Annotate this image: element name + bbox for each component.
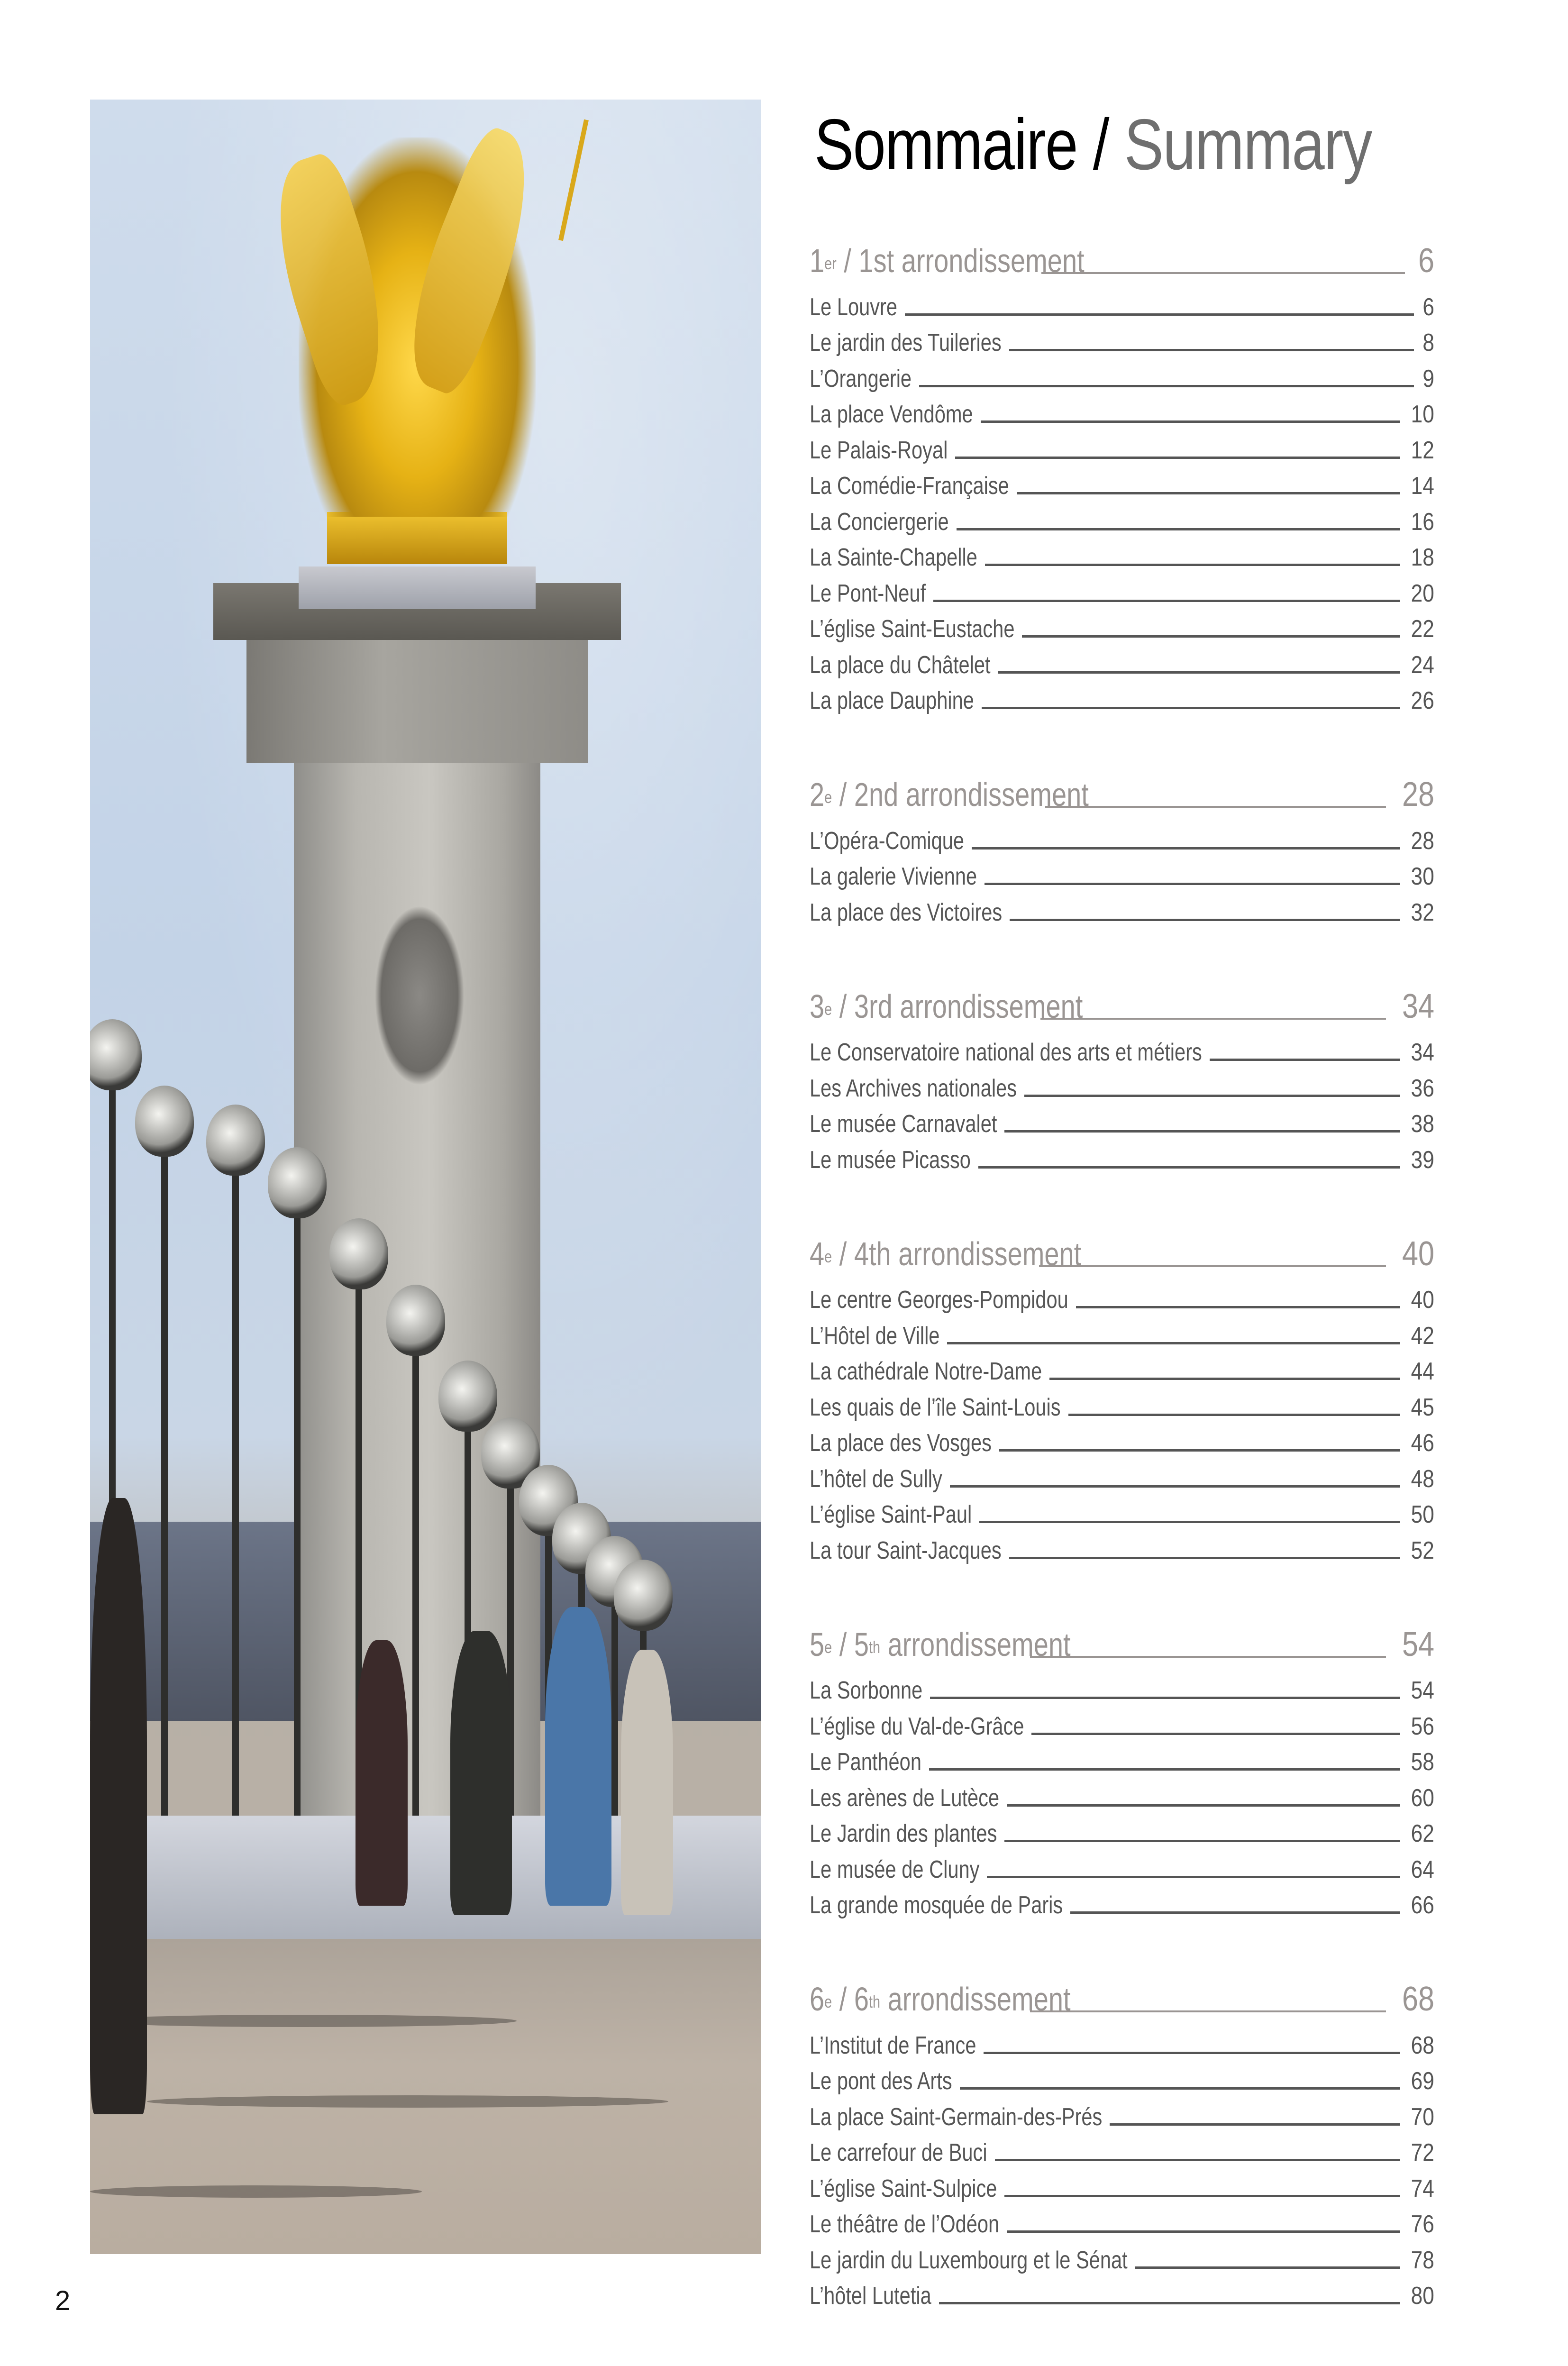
dot-leader-line xyxy=(1030,1656,1386,1658)
toc-entry[interactable] xyxy=(810,1425,1434,1462)
toc-entry-page-number: 12 xyxy=(1411,436,1434,464)
toc-entry[interactable] xyxy=(810,289,1434,325)
toc-entry-label: La galerie Vivienne xyxy=(810,863,977,890)
toc-entry-label: L’église Saint-Sulpice xyxy=(810,2174,997,2202)
toc-entry-page-number: 6 xyxy=(1422,293,1434,321)
toc-entry[interactable] xyxy=(810,1354,1434,1390)
dot-leader-line xyxy=(979,1521,1400,1523)
toc-entry-page-number: 16 xyxy=(1411,508,1434,536)
dot-leader-line xyxy=(1031,1733,1400,1735)
section-heading[interactable] xyxy=(810,1621,1434,1668)
section-heading[interactable] xyxy=(810,237,1434,284)
dot-leader-line xyxy=(985,883,1400,885)
toc-entry-label: La place Dauphine xyxy=(810,687,974,714)
dot-leader-line xyxy=(1017,492,1400,494)
dot-leader-line xyxy=(1076,1306,1400,1308)
dot-leader-line xyxy=(950,1485,1400,1488)
ordinal-suffix-fr: e xyxy=(824,1246,832,1266)
toc-entry[interactable] xyxy=(810,1673,1434,1709)
toc-entry-label: Le carrefour de Buci xyxy=(810,2139,987,2166)
dot-leader-line xyxy=(1030,2010,1386,2012)
arrondissement-label: / 4th arrondissement xyxy=(832,1235,1082,1272)
section-page-number: 34 xyxy=(1402,987,1434,1025)
ordinal-suffix-en: th xyxy=(869,1992,881,2011)
arrondissement-number: 1 xyxy=(810,242,825,279)
toc-entry-label: Le musée Carnavalet xyxy=(810,1110,997,1138)
toc-entry-page-number: 44 xyxy=(1411,1358,1434,1385)
toc-entry-label: Le musée Picasso xyxy=(810,1146,971,1174)
section-page-number: 6 xyxy=(1418,242,1434,280)
toc-entry-label: L’Hôtel de Ville xyxy=(810,1322,940,1350)
toc-entry-page-number: 68 xyxy=(1411,2031,1434,2059)
dot-leader-line xyxy=(1135,2266,1400,2269)
toc-entry-page-number: 24 xyxy=(1411,651,1434,679)
ordinal-suffix-fr: e xyxy=(824,1637,832,1657)
ordinal-suffix-en: th xyxy=(869,1637,881,1657)
column-capital-frieze xyxy=(246,640,588,763)
toc-entry-page-number: 26 xyxy=(1411,687,1434,714)
pedestrian xyxy=(621,1650,673,1915)
dot-leader-line xyxy=(955,457,1400,459)
dot-leader-line xyxy=(1009,1557,1400,1559)
arrondissement-number: 2 xyxy=(810,776,825,813)
title-french: Sommaire xyxy=(814,104,1077,185)
section-heading-label xyxy=(810,237,1085,284)
dot-leader-line xyxy=(985,564,1400,566)
arrondissement-number: 3 xyxy=(810,987,825,1025)
toc-entry[interactable] xyxy=(810,1035,1434,1071)
toc-entry[interactable] xyxy=(810,325,1434,361)
toc-entry[interactable] xyxy=(810,468,1434,504)
toc-entry-page-number: 42 xyxy=(1411,1322,1434,1350)
toc-entry[interactable] xyxy=(810,540,1434,576)
dot-leader-line xyxy=(1004,2195,1400,2197)
toc-entry-label: La tour Saint-Jacques xyxy=(810,1536,1002,1564)
dot-leader-line xyxy=(987,1876,1400,1878)
arrondissement-number: 6 xyxy=(810,1981,825,2018)
toc-entry[interactable] xyxy=(810,2278,1434,2314)
toc-entry-page-number: 40 xyxy=(1411,1286,1434,1314)
toc-entry[interactable] xyxy=(810,2099,1434,2135)
toc-entry-label: Le Conservatoire national des arts et métiers xyxy=(810,1039,1202,1066)
pedestrian xyxy=(356,1640,408,1906)
toc-entry-page-number: 45 xyxy=(1411,1393,1434,1421)
section-heading[interactable] xyxy=(810,983,1434,1030)
arrondissement-label-rest: arrondissement xyxy=(880,1626,1071,1663)
toc-entry[interactable] xyxy=(810,683,1434,719)
toc-entry[interactable] xyxy=(810,2207,1434,2243)
toc-entry-label: La place Saint-Germain-des-Prés xyxy=(810,2103,1103,2131)
toc-entry-label: L’hôtel de Sully xyxy=(810,1465,942,1493)
toc-section-arrondissement-2 xyxy=(810,771,1434,931)
toc-entry-page-number: 52 xyxy=(1411,1536,1434,1564)
dot-leader-line xyxy=(1110,2123,1400,2126)
section-heading[interactable] xyxy=(810,1975,1434,2023)
toc-entry[interactable] xyxy=(810,2064,1434,2100)
dot-leader-line xyxy=(960,2087,1401,2090)
toc-entry[interactable] xyxy=(810,1497,1434,1533)
toc-entry-label: La Conciergerie xyxy=(810,508,949,536)
toc-entry[interactable] xyxy=(810,1780,1434,1816)
section-heading-label xyxy=(810,1621,1071,1668)
toc-entry-page-number: 72 xyxy=(1411,2139,1434,2166)
toc-entry-page-number: 28 xyxy=(1411,827,1434,855)
arrondissement-number: 5 xyxy=(810,1626,825,1663)
toc-entry[interactable] xyxy=(810,1461,1434,1497)
toc-entry-label: Les arènes de Lutèce xyxy=(810,1784,1000,1812)
toc-entry-label: La Sorbonne xyxy=(810,1677,923,1704)
toc-entry-label: L’église Saint-Eustache xyxy=(810,615,1015,643)
dot-leader-line xyxy=(1210,1059,1400,1061)
toc-entry-page-number: 48 xyxy=(1411,1465,1434,1493)
cover-photo-pont-alexandre-iii xyxy=(90,100,761,2254)
dot-leader-line xyxy=(1049,1378,1400,1380)
toc-entry-label: La Sainte-Chapelle xyxy=(810,544,977,571)
toc-entry[interactable] xyxy=(810,432,1434,468)
section-heading-label xyxy=(810,1975,1071,2023)
dot-leader-line xyxy=(939,2302,1400,2304)
toc-entry-label: Les quais de l’île Saint-Louis xyxy=(810,1393,1061,1421)
section-page-number: 40 xyxy=(1402,1234,1434,1273)
toc-entry[interactable] xyxy=(810,576,1434,612)
toc-entry[interactable] xyxy=(810,1142,1434,1178)
pedestrian xyxy=(450,1631,512,1915)
toc-entry-page-number: 9 xyxy=(1422,365,1434,393)
dot-leader-line xyxy=(1007,1804,1400,1807)
toc-entry-page-number: 74 xyxy=(1411,2174,1434,2202)
toc-entry-page-number: 14 xyxy=(1411,472,1434,500)
dot-leader-line xyxy=(1068,1414,1401,1416)
toc-entry-page-number: 18 xyxy=(1411,544,1434,571)
toc-entry[interactable] xyxy=(810,2135,1434,2171)
toc-entry-page-number: 8 xyxy=(1422,329,1434,356)
toc-entry-label: Le théâtre de l’Odéon xyxy=(810,2211,1000,2238)
toc-entry[interactable] xyxy=(810,504,1434,540)
dot-leader-line xyxy=(1022,635,1400,638)
toc-entry-page-number: 39 xyxy=(1411,1146,1434,1174)
toc-entry-label: L’Opéra-Comique xyxy=(810,827,965,855)
dot-leader-line xyxy=(1009,349,1414,351)
table-of-contents xyxy=(810,237,1434,2366)
pedestrian xyxy=(90,1498,147,2114)
gilded-plinth xyxy=(327,512,507,564)
toc-entry-label: Le Panthéon xyxy=(810,1748,921,1776)
section-page-number: 28 xyxy=(1402,776,1434,813)
toc-entry-page-number: 10 xyxy=(1411,401,1434,428)
toc-entry[interactable] xyxy=(810,1533,1434,1569)
toc-entry-page-number: 62 xyxy=(1411,1820,1434,1847)
toc-entry-page-number: 30 xyxy=(1411,863,1434,890)
toc-entry-label: Le jardin des Tuileries xyxy=(810,329,1002,356)
dot-leader-line xyxy=(1039,1265,1386,1267)
dot-leader-line xyxy=(1007,2230,1400,2233)
toc-entry-page-number: 54 xyxy=(1411,1677,1434,1704)
dot-leader-line xyxy=(995,2159,1401,2161)
toc-entry-label: Le Louvre xyxy=(810,293,898,321)
arrondissement-label-rest: arrondissement xyxy=(880,1981,1071,2018)
toc-entry-label: L’Institut de France xyxy=(810,2031,976,2059)
dot-leader-line xyxy=(905,313,1414,316)
arrondissement-number: 4 xyxy=(810,1235,825,1272)
dot-leader-line xyxy=(984,2052,1400,2054)
toc-entry-label: Les Archives nationales xyxy=(810,1074,1017,1102)
toc-entry[interactable] xyxy=(810,1852,1434,1888)
toc-entry-label: La Comédie-Française xyxy=(810,472,1009,500)
toc-entry-label: La place des Vosges xyxy=(810,1429,992,1457)
dot-leader-line xyxy=(1041,272,1405,274)
toc-section-arrondissement-3 xyxy=(810,983,1434,1178)
dot-leader-line xyxy=(957,528,1400,530)
toc-entry-label: L’hôtel Lutetia xyxy=(810,2282,931,2310)
section-page-number: 54 xyxy=(1402,1625,1434,1663)
arrondissement-label: / 5 xyxy=(832,1626,869,1663)
title-separator: / xyxy=(1077,104,1124,185)
dot-leader-line xyxy=(999,1449,1400,1452)
toc-entry[interactable] xyxy=(810,1070,1434,1106)
toc-entry-page-number: 80 xyxy=(1411,2282,1434,2310)
dot-leader-line xyxy=(978,1166,1400,1169)
ordinal-suffix-fr: e xyxy=(824,1992,832,2011)
ordinal-suffix-fr: er xyxy=(824,254,837,273)
toc-entry-page-number: 56 xyxy=(1411,1712,1434,1740)
section-heading-label xyxy=(810,983,1083,1030)
toc-entry-label: Le Palais-Royal xyxy=(810,436,948,464)
toc-entry-label: L’église du Val-de-Grâce xyxy=(810,1712,1024,1740)
dot-leader-line xyxy=(1024,1095,1400,1097)
toc-entry-label: Le pont des Arts xyxy=(810,2067,952,2095)
dot-leader-line xyxy=(930,1697,1400,1699)
toc-entry[interactable] xyxy=(810,1745,1434,1781)
section-heading[interactable] xyxy=(810,1230,1434,1278)
toc-section-arrondissement-5 xyxy=(810,1621,1434,1924)
dot-leader-line xyxy=(919,385,1414,387)
page-number: 2 xyxy=(55,2285,71,2316)
bridge-pavement xyxy=(90,1939,761,2254)
toc-entry[interactable] xyxy=(810,1318,1434,1354)
toc-entry-label: L’Orangerie xyxy=(810,365,912,393)
toc-entry-page-number: 69 xyxy=(1411,2067,1434,2095)
toc-entry-page-number: 58 xyxy=(1411,1748,1434,1776)
toc-entry[interactable] xyxy=(810,2028,1434,2064)
section-page-number: 68 xyxy=(1402,1980,1434,2018)
dot-leader-line xyxy=(933,600,1400,602)
dot-leader-line xyxy=(1040,1018,1386,1020)
arrondissement-label: / 3rd arrondissement xyxy=(832,987,1083,1025)
dot-leader-line xyxy=(1070,1911,1400,1914)
toc-entry-page-number: 22 xyxy=(1411,615,1434,643)
toc-entry-page-number: 32 xyxy=(1411,898,1434,926)
toc-entry[interactable] xyxy=(810,1708,1434,1745)
toc-section-arrondissement-6 xyxy=(810,1975,1434,2314)
toc-entry[interactable] xyxy=(810,2242,1434,2278)
statue-pedestal xyxy=(299,566,536,609)
title-english: Summary xyxy=(1124,104,1372,185)
toc-entry-page-number: 50 xyxy=(1411,1501,1434,1528)
toc-entry[interactable] xyxy=(810,895,1434,931)
toc-entry[interactable] xyxy=(810,1888,1434,1924)
toc-entry-page-number: 34 xyxy=(1411,1039,1434,1066)
toc-entry[interactable] xyxy=(810,361,1434,397)
dot-leader-line xyxy=(1045,806,1386,808)
toc-entry-page-number: 36 xyxy=(1411,1074,1434,1102)
toc-entry[interactable] xyxy=(810,647,1434,683)
dot-leader-line xyxy=(982,707,1400,709)
toc-entry[interactable] xyxy=(810,1282,1434,1318)
section-heading-label xyxy=(810,1230,1082,1278)
dot-leader-line xyxy=(1004,1840,1400,1842)
dot-leader-line xyxy=(981,420,1401,423)
toc-entry-page-number: 76 xyxy=(1411,2211,1434,2238)
toc-section-arrondissement-4 xyxy=(810,1230,1434,1569)
dot-leader-line xyxy=(947,1342,1400,1344)
section-heading-label xyxy=(810,771,1089,818)
toc-entry-page-number: 66 xyxy=(1411,1891,1434,1919)
toc-entry[interactable] xyxy=(810,397,1434,433)
toc-entry-label: La place Vendôme xyxy=(810,401,973,428)
arrondissement-label: / 1st arrondissement xyxy=(836,242,1085,279)
toc-entry[interactable] xyxy=(810,823,1434,859)
toc-entry-label: La cathédrale Notre-Dame xyxy=(810,1358,1042,1385)
ordinal-suffix-fr: e xyxy=(824,999,832,1019)
toc-entry-page-number: 46 xyxy=(1411,1429,1434,1457)
toc-entry-label: La place du Châtelet xyxy=(810,651,991,679)
toc-entry[interactable] xyxy=(810,1389,1434,1425)
section-heading[interactable] xyxy=(810,771,1434,818)
toc-entry-label: Le Pont-Neuf xyxy=(810,579,926,607)
toc-entry[interactable] xyxy=(810,2171,1434,2207)
toc-entry-page-number: 38 xyxy=(1411,1110,1434,1138)
toc-entry-page-number: 60 xyxy=(1411,1784,1434,1812)
toc-entry[interactable] xyxy=(810,1106,1434,1142)
dot-leader-line xyxy=(998,671,1401,674)
dot-leader-line xyxy=(972,847,1400,850)
toc-section-arrondissement-1 xyxy=(810,237,1434,719)
toc-entry-label: Le musée de Cluny xyxy=(810,1855,980,1883)
toc-entry-label: La grande mosquée de Paris xyxy=(810,1891,1063,1919)
ordinal-suffix-fr: e xyxy=(824,787,832,807)
toc-entry-label: L’église Saint-Paul xyxy=(810,1501,972,1528)
toc-entry-page-number: 20 xyxy=(1411,579,1434,607)
toc-entry-label: Le centre Georges-Pompidou xyxy=(810,1286,1068,1314)
dot-leader-line xyxy=(1010,919,1400,921)
toc-entry[interactable] xyxy=(810,1816,1434,1852)
toc-entry-page-number: 78 xyxy=(1411,2246,1434,2274)
arrondissement-label: / 2nd arrondissement xyxy=(832,776,1089,813)
dot-leader-line xyxy=(1004,1130,1400,1133)
toc-entry-page-number: 64 xyxy=(1411,1855,1434,1883)
toc-entry-label: Le jardin du Luxembourg et le Sénat xyxy=(810,2246,1128,2274)
arrondissement-label: / 6 xyxy=(832,1981,869,2018)
toc-entry-label: Le Jardin des plantes xyxy=(810,1820,997,1847)
toc-entry[interactable] xyxy=(810,859,1434,895)
pedestrian xyxy=(545,1607,611,1906)
toc-entry-page-number: 70 xyxy=(1411,2103,1434,2131)
dot-leader-line xyxy=(929,1768,1400,1771)
toc-entry-label: La place des Victoires xyxy=(810,898,1003,926)
toc-entry[interactable] xyxy=(810,612,1434,648)
page-title xyxy=(814,97,1372,192)
